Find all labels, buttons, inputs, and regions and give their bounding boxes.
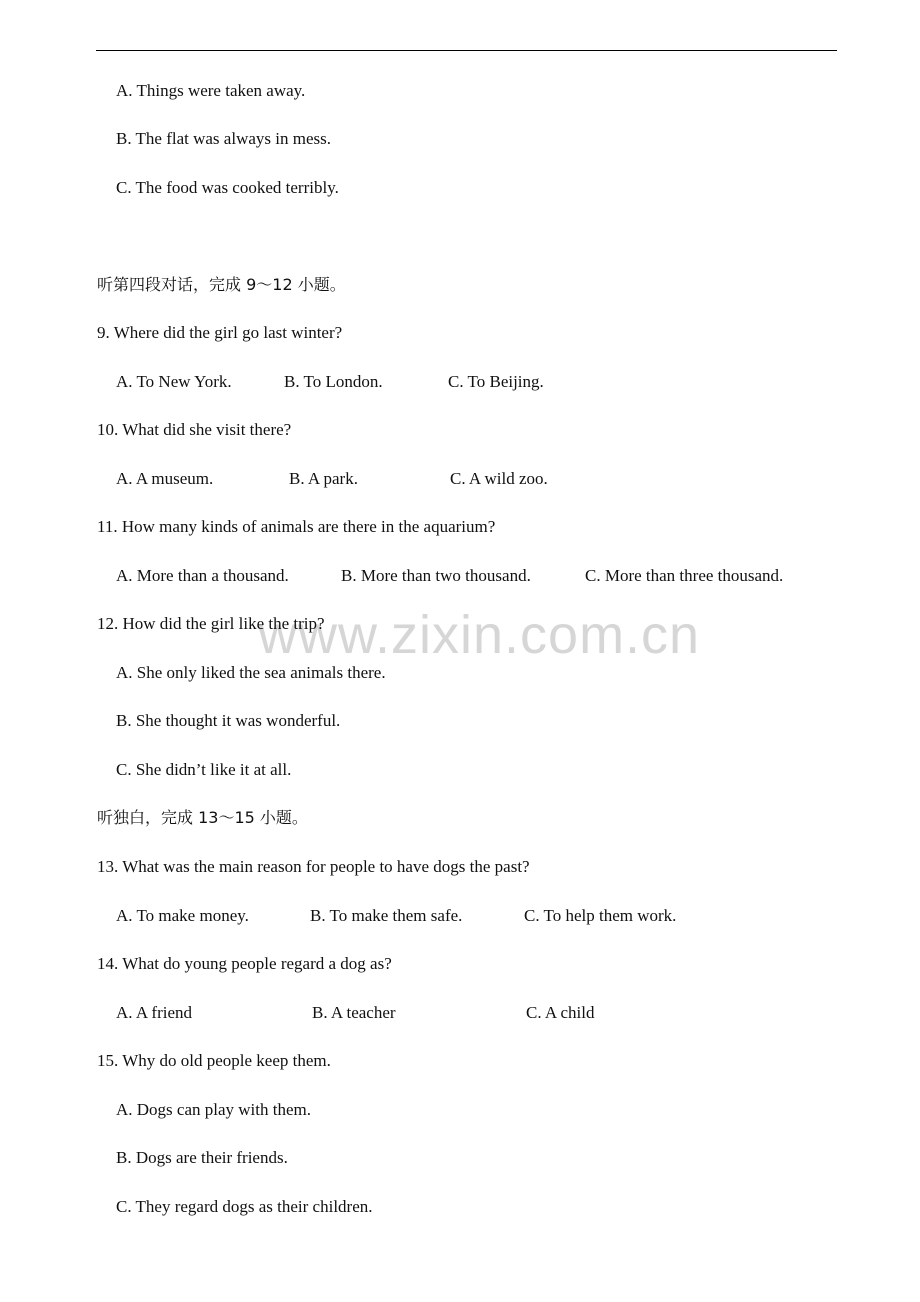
q12-option-b: B. She thought it was wonderful. (116, 711, 341, 730)
q14-option-b: B. A teacher (312, 1003, 396, 1022)
q8-option-c: C. The food was cooked terribly. (116, 178, 339, 197)
q15-question: 15. Why do old people keep them. (97, 1051, 331, 1070)
q11-question: 11. How many kinds of animals are there in the aquarium? (97, 517, 496, 536)
q8-option-a: A. Things were taken away. (116, 81, 306, 100)
q11-option-b: B. More than two thousand. (341, 566, 531, 585)
q9-option-c: C. To Beijing. (448, 372, 544, 391)
monologue-heading: 听独白，完成 13～15 小题。 (97, 808, 308, 827)
q10-option-c: C. A wild zoo. (450, 469, 548, 488)
q11-option-c: C. More than three thousand. (585, 566, 784, 585)
q13-option-c: C. To help them work. (524, 906, 677, 925)
watermark: www.zixin.com.cn (258, 605, 701, 665)
header-rule (96, 50, 837, 51)
q11-option-a: A. More than a thousand. (116, 566, 289, 585)
q9-question: 9. Where did the girl go last winter? (97, 323, 343, 342)
q12-option-a: A. She only liked the sea animals there. (116, 663, 386, 682)
q14-option-a: A. A friend (116, 1003, 193, 1022)
q9-option-b: B. To London. (284, 372, 383, 391)
q13-option-b: B. To make them safe. (310, 906, 463, 925)
q14-question: 14. What do young people regard a dog as? (97, 954, 392, 973)
q15-option-a: A. Dogs can play with them. (116, 1100, 311, 1119)
q12-question: 12. How did the girl like the trip? (97, 614, 325, 633)
q13-question: 13. What was the main reason for people to have dogs the past? (97, 857, 530, 876)
q10-option-a: A. A museum. (116, 469, 214, 488)
q8-option-b: B. The flat was always in mess. (116, 129, 331, 148)
q15-option-c: C. They regard dogs as their children. (116, 1197, 373, 1216)
section4-heading: 听第四段对话，完成 9～12 小题。 (97, 275, 346, 294)
q10-question: 10. What did she visit there? (97, 420, 292, 439)
q9-option-a: A. To New York. (116, 372, 232, 391)
q12-option-c: C. She didn’t like it at all. (116, 760, 292, 779)
q10-option-b: B. A park. (289, 469, 358, 488)
q15-option-b: B. Dogs are their friends. (116, 1148, 288, 1167)
q14-option-c: C. A child (526, 1003, 595, 1022)
q13-option-a: A. To make money. (116, 906, 249, 925)
